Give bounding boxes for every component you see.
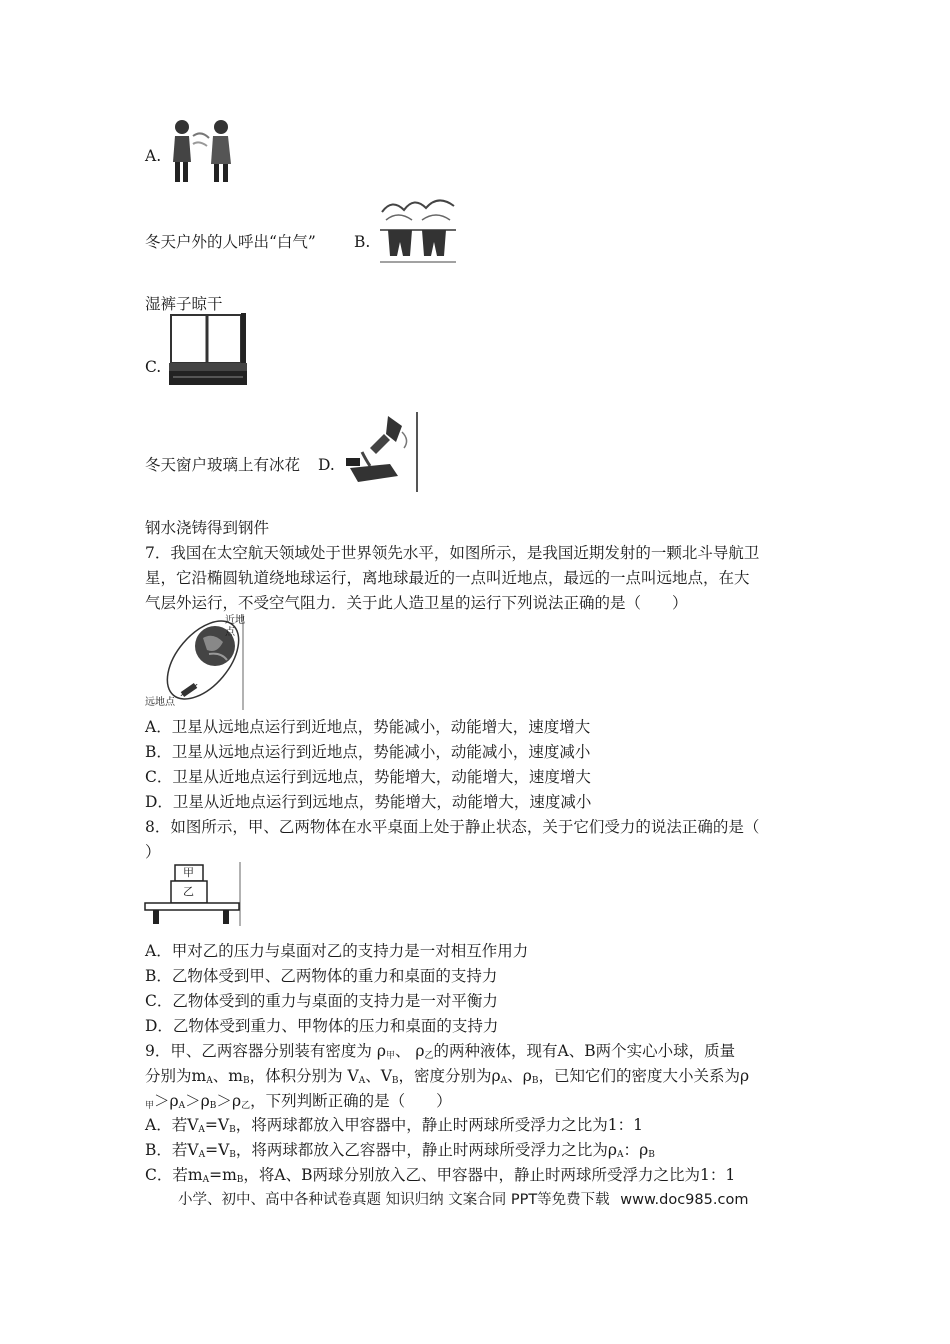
q6-option-c-letter: C.: [145, 358, 162, 376]
subscript: A: [617, 1150, 624, 1160]
q6-option-c-caption: 冬天窗户玻璃上有冰花: [145, 456, 301, 474]
subscript: A: [358, 1076, 366, 1086]
near-point-label: 近地点: [225, 615, 245, 638]
rho-symbol: ρ: [231, 1092, 242, 1110]
text: ，体积分别为: [249, 1067, 343, 1085]
text: ，将: [243, 1166, 275, 1184]
blocks-on-table-figure: [143, 862, 243, 926]
rho-symbol: ρ: [639, 1141, 649, 1159]
rho-symbol: ρ: [522, 1067, 532, 1085]
q8-option-b: B．乙物体受到甲、乙两物体的重力和桌面的支持力: [145, 967, 498, 985]
subscript: 甲: [145, 1101, 155, 1111]
subscript: 乙: [241, 1101, 251, 1111]
q9-stem-line-1: 9．甲、乙两容器分别装有密度为 $\rho_甲$、 $\rho_乙$的两种液体，现有A、B两个实心小球，质量: [145, 1042, 736, 1061]
q9-option-b: B．若$V_A=V_B$，将两球都放入乙容器中，静止时两球所受浮力之比为$\rho_A$：$\rho_B$: [145, 1141, 655, 1160]
subscript: A: [198, 1125, 205, 1135]
subscript: B: [209, 1101, 217, 1111]
text: ，将两球都放入甲容器中，静止时两球所受浮力之比为: [235, 1116, 608, 1134]
subscript: B: [242, 1076, 250, 1086]
rho-symbol: ρ: [607, 1141, 618, 1159]
q6-option-b-caption: 湿裤子晾干: [145, 295, 223, 313]
q7-option-d: D．卫星从近地点运行到远地点，势能增大，动能增大，速度减小: [145, 793, 592, 811]
q8-option-c: C．乙物体受到的重力与桌面的支持力是一对平衡力: [145, 992, 498, 1010]
block-jia-label: 甲: [183, 866, 194, 879]
q7-stem-line-3: 气层外运行，不受空气阻力．关于此人造卫星的运行下列说法正确的是（ ）: [145, 594, 688, 612]
subscript: A: [198, 1150, 206, 1160]
subscript: A: [500, 1076, 508, 1086]
page-footer: [178, 1190, 748, 1210]
q8-stem-line-2: ）: [145, 843, 161, 861]
subscript: B: [229, 1125, 236, 1135]
q6-option-a-caption: 冬天户外的人呼出“白气”: [145, 233, 316, 251]
subscript: A: [202, 1175, 210, 1185]
drying-pants-image: [378, 190, 458, 264]
subscript: B: [391, 1076, 399, 1086]
text: C．若: [145, 1166, 188, 1184]
text: 1：1: [700, 1166, 736, 1184]
mass-symbol: m: [228, 1067, 243, 1085]
text: ，将两球都放入乙容器中，静止时两球所受浮力之比为: [235, 1141, 608, 1159]
mass-symbol: m: [222, 1166, 237, 1184]
text: 的两种液体，现有: [433, 1042, 558, 1060]
q6-option-a-letter: A.: [145, 147, 162, 165]
subscript: A: [178, 1101, 186, 1111]
two-people-breath-image: [165, 118, 237, 186]
q6-option-d-letter: D.: [318, 456, 335, 474]
subscript: B: [236, 1175, 244, 1185]
q6-option-d-caption: 钢水浇铸得到钢件: [145, 519, 270, 537]
subscript: B: [531, 1076, 539, 1086]
text: 1：1: [607, 1116, 643, 1134]
q8-stem-line-1: 8．如图所示，甲、乙两物体在水平桌面上处于静止状态，关于它们受力的说法正确的是（: [145, 818, 760, 836]
footer-url[interactable]: www.doc985.com: [620, 1192, 749, 1208]
rho-symbol: ρ: [415, 1042, 425, 1060]
q7-stem-line-2: 星，它沿椭圆轨道绕地球运行，离地球最近的一点叫近地点，最远的一点叫远地点，在大: [145, 569, 750, 587]
block-yi-label: 乙: [183, 885, 194, 898]
q8-option-d: D．乙物体受到重力、甲物体的压力和桌面的支持力: [145, 1017, 499, 1035]
q9-option-a: A．若$V_A=V_B$，将两球都放入甲容器中，静止时两球所受浮力之比为1：1: [145, 1116, 643, 1135]
text: A、B两球分别放入乙、甲容器中，静止时两球所受浮力之比为: [274, 1166, 701, 1184]
q7-stem-line-1: 7．我国在太空航天领域处于世界领先水平，如图所示，是我国近期发射的一颗北斗导航卫: [145, 544, 760, 562]
rho-symbol: ρ: [169, 1092, 179, 1110]
text: 9．甲、乙两容器分别装有密度为: [145, 1042, 372, 1060]
rho-symbol: ρ: [200, 1092, 210, 1110]
subscript: 乙: [424, 1051, 434, 1061]
q6-option-b-letter: B.: [354, 233, 371, 251]
text: ，已知它们的密度大小关系为: [538, 1067, 740, 1085]
text: B．若: [145, 1141, 188, 1159]
text: ，密度分别为: [398, 1067, 492, 1085]
footer-text: 小学、初中、高中各种试卷真题 知识归纳 文案合同 PPT等免费下载: [178, 1192, 610, 1208]
text: A．若: [145, 1116, 188, 1134]
subscript: 甲: [385, 1051, 395, 1061]
mass-symbol: m: [191, 1067, 207, 1085]
subscript: B: [648, 1150, 655, 1160]
rho-symbol: ρ: [739, 1067, 750, 1085]
rho-symbol: ρ: [491, 1067, 501, 1085]
q7-option-a: A．卫星从远地点运行到近地点，势能减小，动能增大，速度增大: [145, 718, 591, 736]
q9-option-c: C．若$m_A=m_B$，将A、B两球分别放入乙、甲容器中，静止时两球所受浮力之比为1：1: [145, 1166, 736, 1185]
far-point-label: 远地点: [145, 697, 175, 708]
rho-symbol: ρ: [376, 1042, 386, 1060]
mass-symbol: m: [187, 1166, 203, 1184]
steel-casting-image: [340, 412, 420, 492]
q9-stem-line-3: $_甲>\rho_A>\rho_B>\rho_乙$，下列判断正确的是（ ）: [145, 1092, 452, 1111]
text: 分别为: [145, 1067, 192, 1085]
window-frost-image: [167, 313, 249, 387]
text: ，下列判断正确的是（ ）: [250, 1092, 452, 1110]
q7-option-c: C．卫星从近地点运行到远地点，势能增大，动能增大，速度增大: [145, 768, 591, 786]
subscript: A: [206, 1076, 213, 1086]
text: A、B两个实心小球，质量: [557, 1042, 736, 1060]
satellite-orbit-figure: [143, 614, 249, 710]
q8-option-a: A．甲对乙的压力与桌面对乙的支持力是一对相互作用力: [145, 942, 529, 960]
q7-option-b: B．卫星从远地点运行到近地点，势能减小，动能减小，速度减小: [145, 743, 591, 761]
q9-stem-line-2: 分别为$m_A$、$m_B$，体积分别为 $V_A$、$V_B$，密度分别为$\rho_A$、$\rho_B$，已知它们的密度大小关系为ρ: [145, 1067, 750, 1086]
subscript: B: [229, 1150, 236, 1160]
